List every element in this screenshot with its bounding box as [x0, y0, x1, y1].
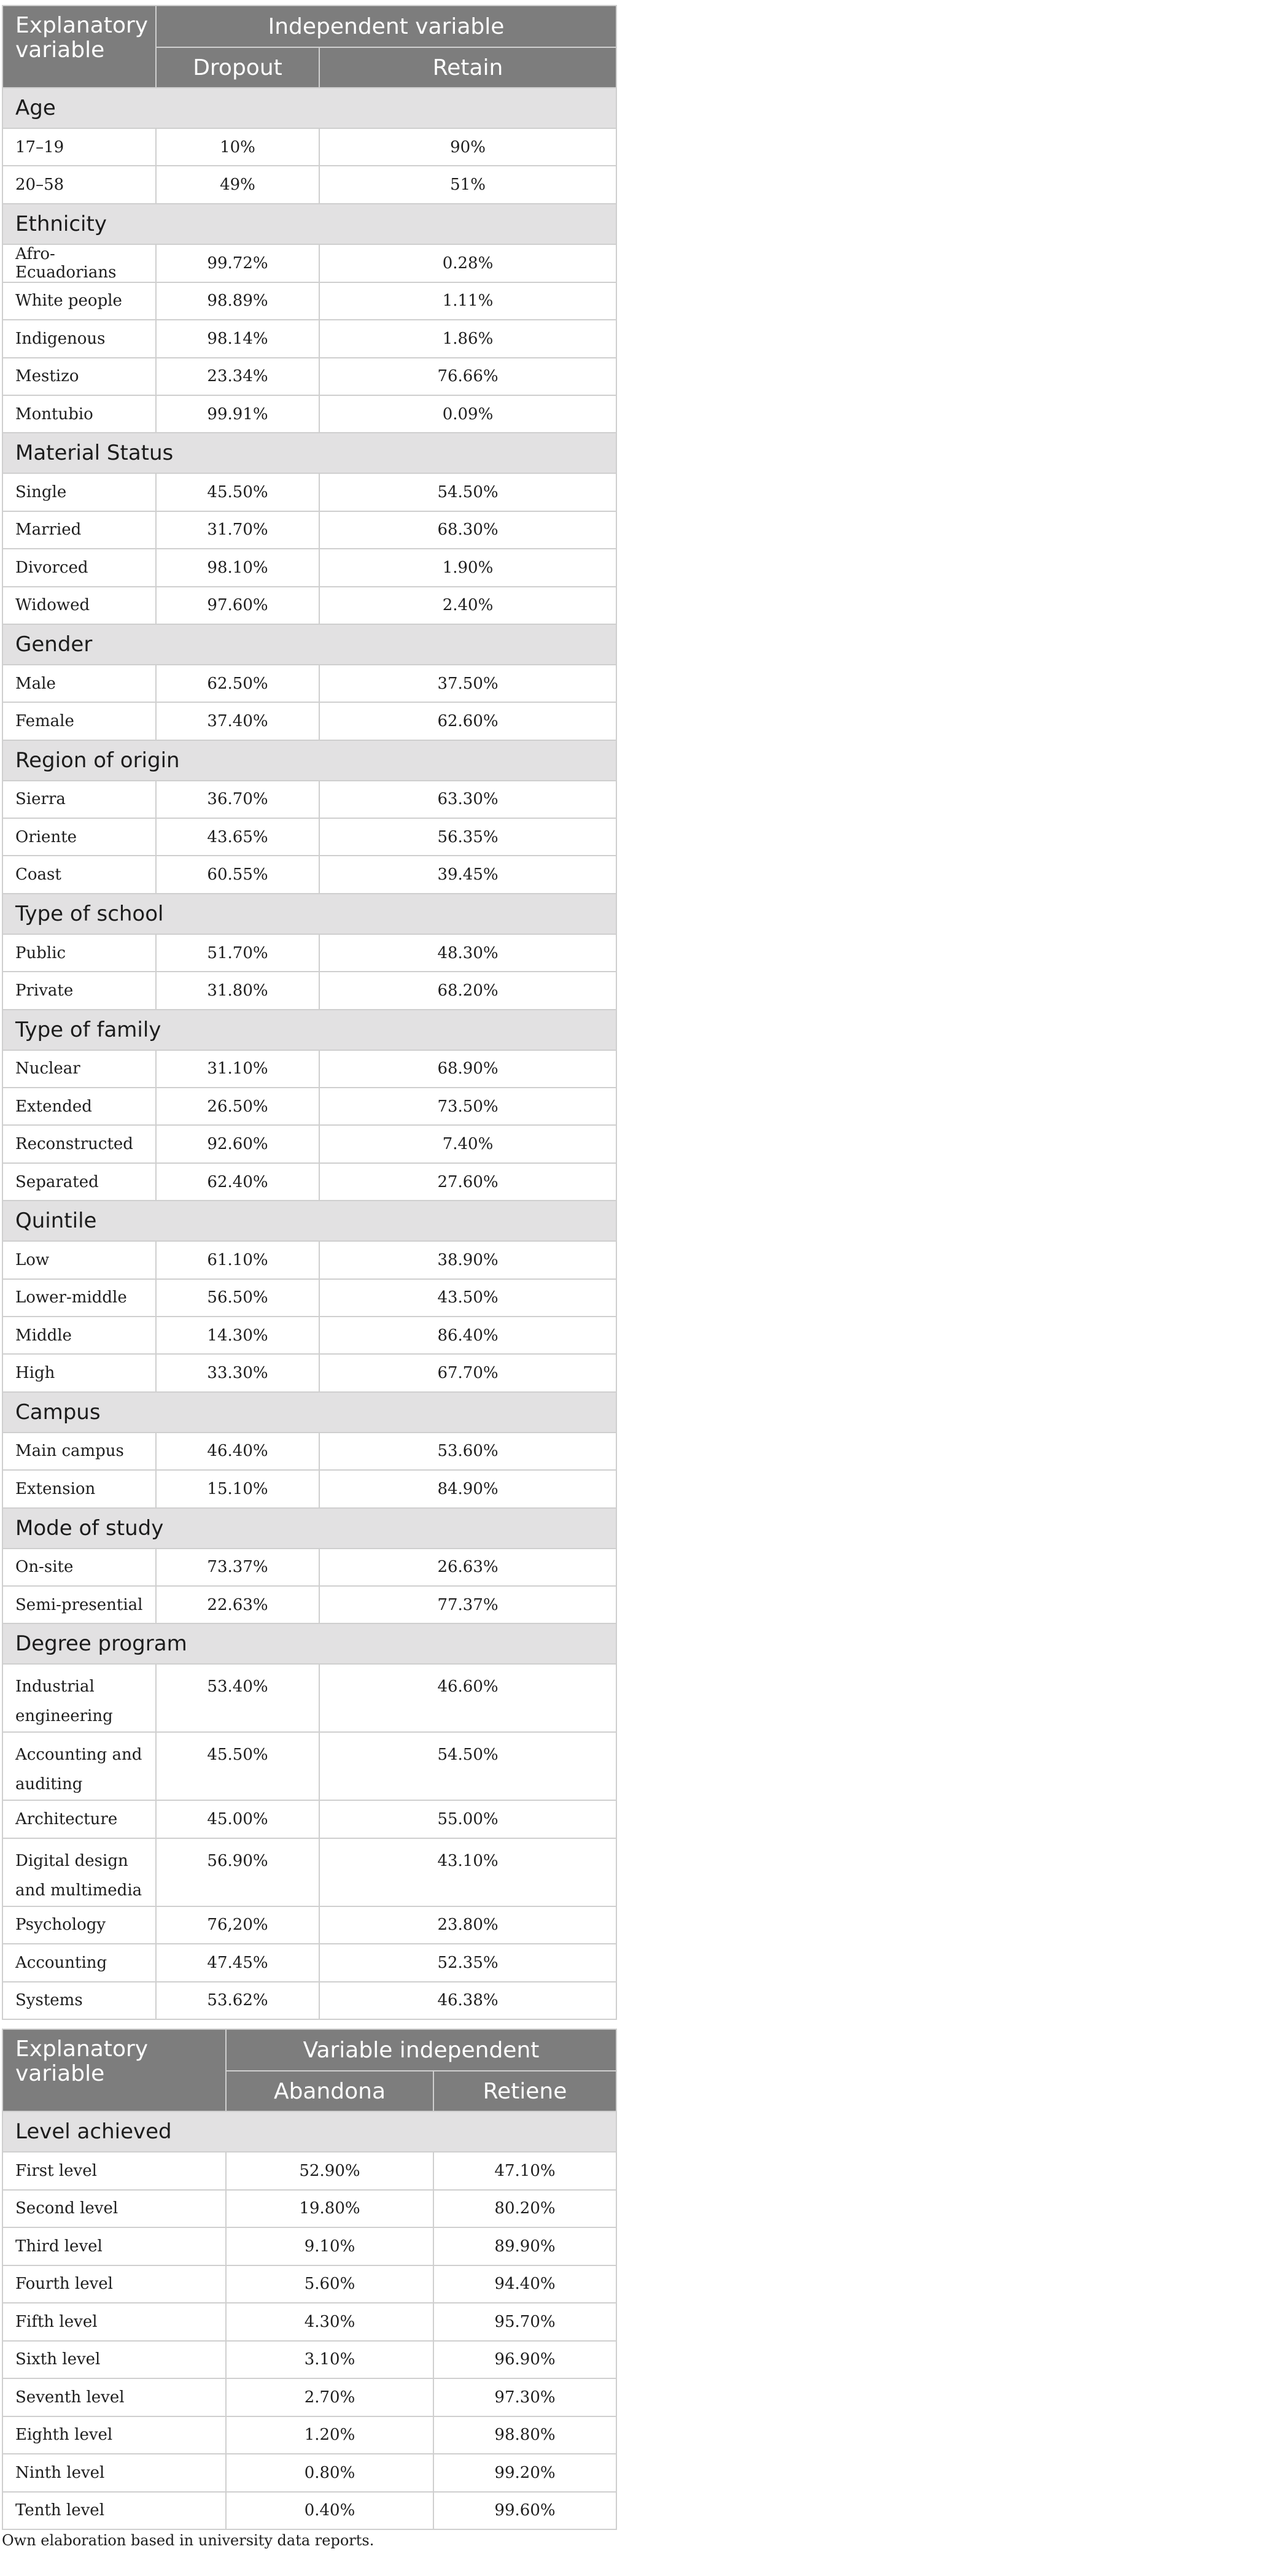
row-value-col2: 94.40%	[433, 2265, 616, 2303]
table-row	[2, 2492, 616, 2530]
row-label: Middle	[2, 1317, 156, 1354]
row-value-col2: 76.66%	[319, 358, 616, 395]
row-value-col1: 26.50%	[156, 1088, 319, 1125]
row-label: Oriente	[2, 818, 156, 856]
row-value-col1: 45.50%	[156, 1732, 319, 1800]
row-label: Extension	[2, 1470, 156, 1507]
row-label: Private	[2, 972, 156, 1009]
row-label: 20–58	[2, 166, 156, 203]
row-label: Fourth level	[2, 2265, 226, 2303]
table-row	[2, 2227, 616, 2265]
header-abandona: Abandona	[226, 2071, 433, 2111]
table-row	[2, 1470, 616, 1507]
table-row	[2, 282, 616, 320]
row-value-col2: 0.28%	[319, 244, 616, 282]
row-value-col1: 45.00%	[156, 1800, 319, 1838]
row-value-col1: 2.70%	[226, 2378, 433, 2416]
row-label: Divorced	[2, 549, 156, 586]
section-header-row	[2, 1010, 616, 1050]
row-value-col1: 53.40%	[156, 1664, 319, 1732]
row-value-col1: 37.40%	[156, 702, 319, 740]
section-header-row	[2, 2111, 616, 2152]
table-row	[2, 1800, 616, 1838]
row-label: 17–19	[2, 128, 156, 166]
row-label: First level	[2, 2152, 226, 2190]
row-label: Industrial engineering	[2, 1664, 156, 1732]
row-value-col1: 33.30%	[156, 1354, 319, 1391]
row-value-col2: 96.90%	[433, 2341, 616, 2379]
row-label: Single	[2, 473, 156, 511]
section-title: Material Status	[2, 433, 616, 473]
row-label: Public	[2, 934, 156, 972]
row-value-col1: 15.10%	[156, 1470, 319, 1507]
row-label: Lower-middle	[2, 1279, 156, 1317]
row-value-col2: 1.11%	[319, 282, 616, 320]
table-row	[2, 511, 616, 549]
table-row	[2, 395, 616, 433]
row-value-col1: 92.60%	[156, 1125, 319, 1162]
row-value-col2: 62.60%	[319, 702, 616, 740]
row-value-col1: 62.50%	[156, 665, 319, 702]
table-row	[2, 1732, 616, 1800]
table-level-achieved	[2, 2029, 617, 2530]
row-value-col1: 99.91%	[156, 395, 319, 433]
row-value-col1: 56.50%	[156, 1279, 319, 1317]
table-row	[2, 972, 616, 1009]
row-value-col1: 10%	[156, 128, 319, 166]
table-row	[2, 1088, 616, 1125]
row-value-col2: 0.09%	[319, 395, 616, 433]
row-value-col1: 22.63%	[156, 1586, 319, 1623]
row-label: Systems	[2, 1982, 156, 2019]
section-title: Mode of study	[2, 1508, 616, 1549]
row-label: Eighth level	[2, 2416, 226, 2454]
row-value-col2: 43.10%	[319, 1838, 616, 1906]
row-label: Coast	[2, 856, 156, 893]
row-value-col2: 68.30%	[319, 511, 616, 549]
row-label: Sierra	[2, 781, 156, 818]
row-label: Married	[2, 511, 156, 549]
row-value-col1: 23.34%	[156, 358, 319, 395]
row-value-col1: 60.55%	[156, 856, 319, 893]
table-row	[2, 1241, 616, 1278]
table-row	[2, 1906, 616, 1944]
row-label: White people	[2, 282, 156, 320]
row-label: Afro-Ecuadorians	[2, 244, 156, 282]
table-body	[2, 2111, 616, 2529]
row-label: On-site	[2, 1549, 156, 1586]
table-row	[2, 2152, 616, 2190]
row-value-col2: 37.50%	[319, 665, 616, 702]
row-value-col1: 49%	[156, 166, 319, 203]
row-value-col2: 77.37%	[319, 1586, 616, 1623]
table-row	[2, 702, 616, 740]
row-value-col2: 38.90%	[319, 1241, 616, 1278]
section-header-row	[2, 1508, 616, 1549]
row-value-col1: 31.10%	[156, 1050, 319, 1088]
row-value-col1: 98.10%	[156, 549, 319, 586]
row-value-col1: 98.89%	[156, 282, 319, 320]
row-value-col2: 98.80%	[433, 2416, 616, 2454]
section-header-row	[2, 624, 616, 665]
section-header-row	[2, 1623, 616, 1664]
section-title: Quintile	[2, 1201, 616, 1241]
table-row	[2, 358, 616, 395]
table-row	[2, 2303, 616, 2341]
row-value-col1: 52.90%	[226, 2152, 433, 2190]
row-value-col1: 76,20%	[156, 1906, 319, 1944]
table-row	[2, 1549, 616, 1586]
row-value-col1: 9.10%	[226, 2227, 433, 2265]
table-row	[2, 1279, 616, 1317]
table-row	[2, 2190, 616, 2228]
row-label: Mestizo	[2, 358, 156, 395]
header-retiene: Retiene	[433, 2071, 616, 2111]
table-row	[2, 1944, 616, 1981]
row-value-col1: 5.60%	[226, 2265, 433, 2303]
table-row	[2, 1354, 616, 1391]
section-title: Campus	[2, 1392, 616, 1433]
row-value-col2: 89.90%	[433, 2227, 616, 2265]
row-label: Indigenous	[2, 320, 156, 357]
row-value-col1: 43.65%	[156, 818, 319, 856]
table-body	[2, 88, 616, 2019]
row-value-col1: 51.70%	[156, 934, 319, 972]
row-label: Male	[2, 665, 156, 702]
section-title: Region of origin	[2, 740, 616, 781]
table-row	[2, 1982, 616, 2019]
row-value-col2: 2.40%	[319, 587, 616, 624]
section-header-row	[2, 204, 616, 244]
row-value-col2: 95.70%	[433, 2303, 616, 2341]
row-value-col1: 62.40%	[156, 1163, 319, 1201]
row-value-col1: 31.80%	[156, 972, 319, 1009]
header-retain: Retain	[319, 47, 616, 88]
row-value-col2: 68.90%	[319, 1050, 616, 1088]
row-value-col2: 86.40%	[319, 1317, 616, 1354]
row-value-col2: 90%	[319, 128, 616, 166]
row-value-col2: 73.50%	[319, 1088, 616, 1125]
row-label: Low	[2, 1241, 156, 1278]
row-label: Reconstructed	[2, 1125, 156, 1162]
section-title: Degree program	[2, 1623, 616, 1664]
table-row	[2, 781, 616, 818]
section-header-row	[2, 88, 616, 128]
table-row	[2, 1586, 616, 1623]
row-value-col2: 67.70%	[319, 1354, 616, 1391]
header-dropout: Dropout	[156, 47, 319, 88]
row-value-col1: 1.20%	[226, 2416, 433, 2454]
table-row	[2, 549, 616, 586]
header-independent-variable: Independent variable	[156, 6, 616, 47]
row-value-col2: 55.00%	[319, 1800, 616, 1838]
row-value-col1: 73.37%	[156, 1549, 319, 1586]
section-title: Gender	[2, 624, 616, 665]
row-value-col1: 31.70%	[156, 511, 319, 549]
table-row	[2, 166, 616, 203]
row-value-col2: 39.45%	[319, 856, 616, 893]
row-label: Female	[2, 702, 156, 740]
section-header-row	[2, 894, 616, 934]
row-value-col2: 53.60%	[319, 1433, 616, 1470]
row-value-col2: 56.35%	[319, 818, 616, 856]
row-label: Architecture	[2, 1800, 156, 1838]
table-row	[2, 934, 616, 972]
row-label: Montubio	[2, 395, 156, 433]
header-explanatory-variable: Explanatory variable	[2, 6, 156, 88]
row-value-col2: 99.20%	[433, 2454, 616, 2492]
table-row	[2, 856, 616, 893]
row-value-col2: 52.35%	[319, 1944, 616, 1981]
row-value-col1: 61.10%	[156, 1241, 319, 1278]
table-row	[2, 1317, 616, 1354]
section-title: Type of school	[2, 894, 616, 934]
row-value-col2: 43.50%	[319, 1279, 616, 1317]
row-label: Semi-presential	[2, 1586, 156, 1623]
row-value-col1: 98.14%	[156, 320, 319, 357]
table-row	[2, 2416, 616, 2454]
table-row	[2, 2265, 616, 2303]
row-label: Extended	[2, 1088, 156, 1125]
row-value-col1: 99.72%	[156, 244, 319, 282]
row-value-col1: 97.60%	[156, 587, 319, 624]
header-explanatory-variable: Explanatory variable	[2, 2029, 226, 2111]
row-value-col2: 54.50%	[319, 1732, 616, 1800]
row-value-col1: 14.30%	[156, 1317, 319, 1354]
section-header-row	[2, 1392, 616, 1433]
row-label: Fifth level	[2, 2303, 226, 2341]
table-row	[2, 128, 616, 166]
row-label: Third level	[2, 2227, 226, 2265]
section-title: Age	[2, 88, 616, 128]
section-header-row	[2, 740, 616, 781]
row-value-col2: 1.86%	[319, 320, 616, 357]
row-value-col2: 80.20%	[433, 2190, 616, 2228]
table-row	[2, 473, 616, 511]
footnote: Own elaboration based in university data reports.	[2, 2532, 374, 2549]
section-title: Ethnicity	[2, 204, 616, 244]
row-value-col2: 48.30%	[319, 934, 616, 972]
row-value-col1: 0.80%	[226, 2454, 433, 2492]
row-value-col1: 56.90%	[156, 1838, 319, 1906]
row-label: High	[2, 1354, 156, 1391]
row-value-col2: 27.60%	[319, 1163, 616, 1201]
row-label: Seventh level	[2, 2378, 226, 2416]
table-row	[2, 1125, 616, 1162]
table-row	[2, 244, 616, 282]
row-value-col1: 53.62%	[156, 1982, 319, 2019]
row-label: Psychology	[2, 1906, 156, 1944]
table-row	[2, 320, 616, 357]
table-row	[2, 2378, 616, 2416]
section-header-row	[2, 1201, 616, 1241]
row-value-col1: 19.80%	[226, 2190, 433, 2228]
row-value-col1: 36.70%	[156, 781, 319, 818]
table-row	[2, 1664, 616, 1732]
table-row	[2, 1838, 616, 1906]
row-label: Separated	[2, 1163, 156, 1201]
row-value-col1: 3.10%	[226, 2341, 433, 2379]
row-value-col2: 26.63%	[319, 1549, 616, 1586]
row-label: Main campus	[2, 1433, 156, 1470]
row-value-col1: 0.40%	[226, 2492, 433, 2530]
row-value-col2: 1.90%	[319, 549, 616, 586]
table-row	[2, 1433, 616, 1470]
row-label: Widowed	[2, 587, 156, 624]
row-value-col2: 84.90%	[319, 1470, 616, 1507]
table-row	[2, 587, 616, 624]
row-value-col1: 45.50%	[156, 473, 319, 511]
row-value-col2: 97.30%	[433, 2378, 616, 2416]
table-row	[2, 2454, 616, 2492]
row-value-col2: 46.38%	[319, 1982, 616, 2019]
row-value-col2: 23.80%	[319, 1906, 616, 1944]
row-label: Ninth level	[2, 2454, 226, 2492]
row-value-col2: 46.60%	[319, 1664, 616, 1732]
row-label: Second level	[2, 2190, 226, 2228]
row-value-col2: 7.40%	[319, 1125, 616, 1162]
row-value-col1: 47.45%	[156, 1944, 319, 1981]
row-value-col2: 51%	[319, 166, 616, 203]
row-value-col2: 63.30%	[319, 781, 616, 818]
row-value-col1: 4.30%	[226, 2303, 433, 2341]
row-label: Sixth level	[2, 2341, 226, 2379]
header-variable-independent: Variable independent	[226, 2029, 616, 2071]
table-row	[2, 1050, 616, 1088]
table-dropout-retain	[2, 5, 617, 2020]
row-label: Tenth level	[2, 2492, 226, 2530]
row-value-col2: 54.50%	[319, 473, 616, 511]
table-row	[2, 665, 616, 702]
table-row	[2, 818, 616, 856]
row-label: Accounting and auditing	[2, 1732, 156, 1800]
row-label: Accounting	[2, 1944, 156, 1981]
section-header-row	[2, 433, 616, 473]
row-value-col1: 46.40%	[156, 1433, 319, 1470]
row-label: Nuclear	[2, 1050, 156, 1088]
table-row	[2, 1163, 616, 1201]
row-label: Digital design and multimedia	[2, 1838, 156, 1906]
row-value-col2: 68.20%	[319, 972, 616, 1009]
row-value-col2: 99.60%	[433, 2492, 616, 2530]
section-title: Level achieved	[2, 2111, 616, 2152]
table-row	[2, 2341, 616, 2379]
section-title: Type of family	[2, 1010, 616, 1050]
row-value-col2: 47.10%	[433, 2152, 616, 2190]
